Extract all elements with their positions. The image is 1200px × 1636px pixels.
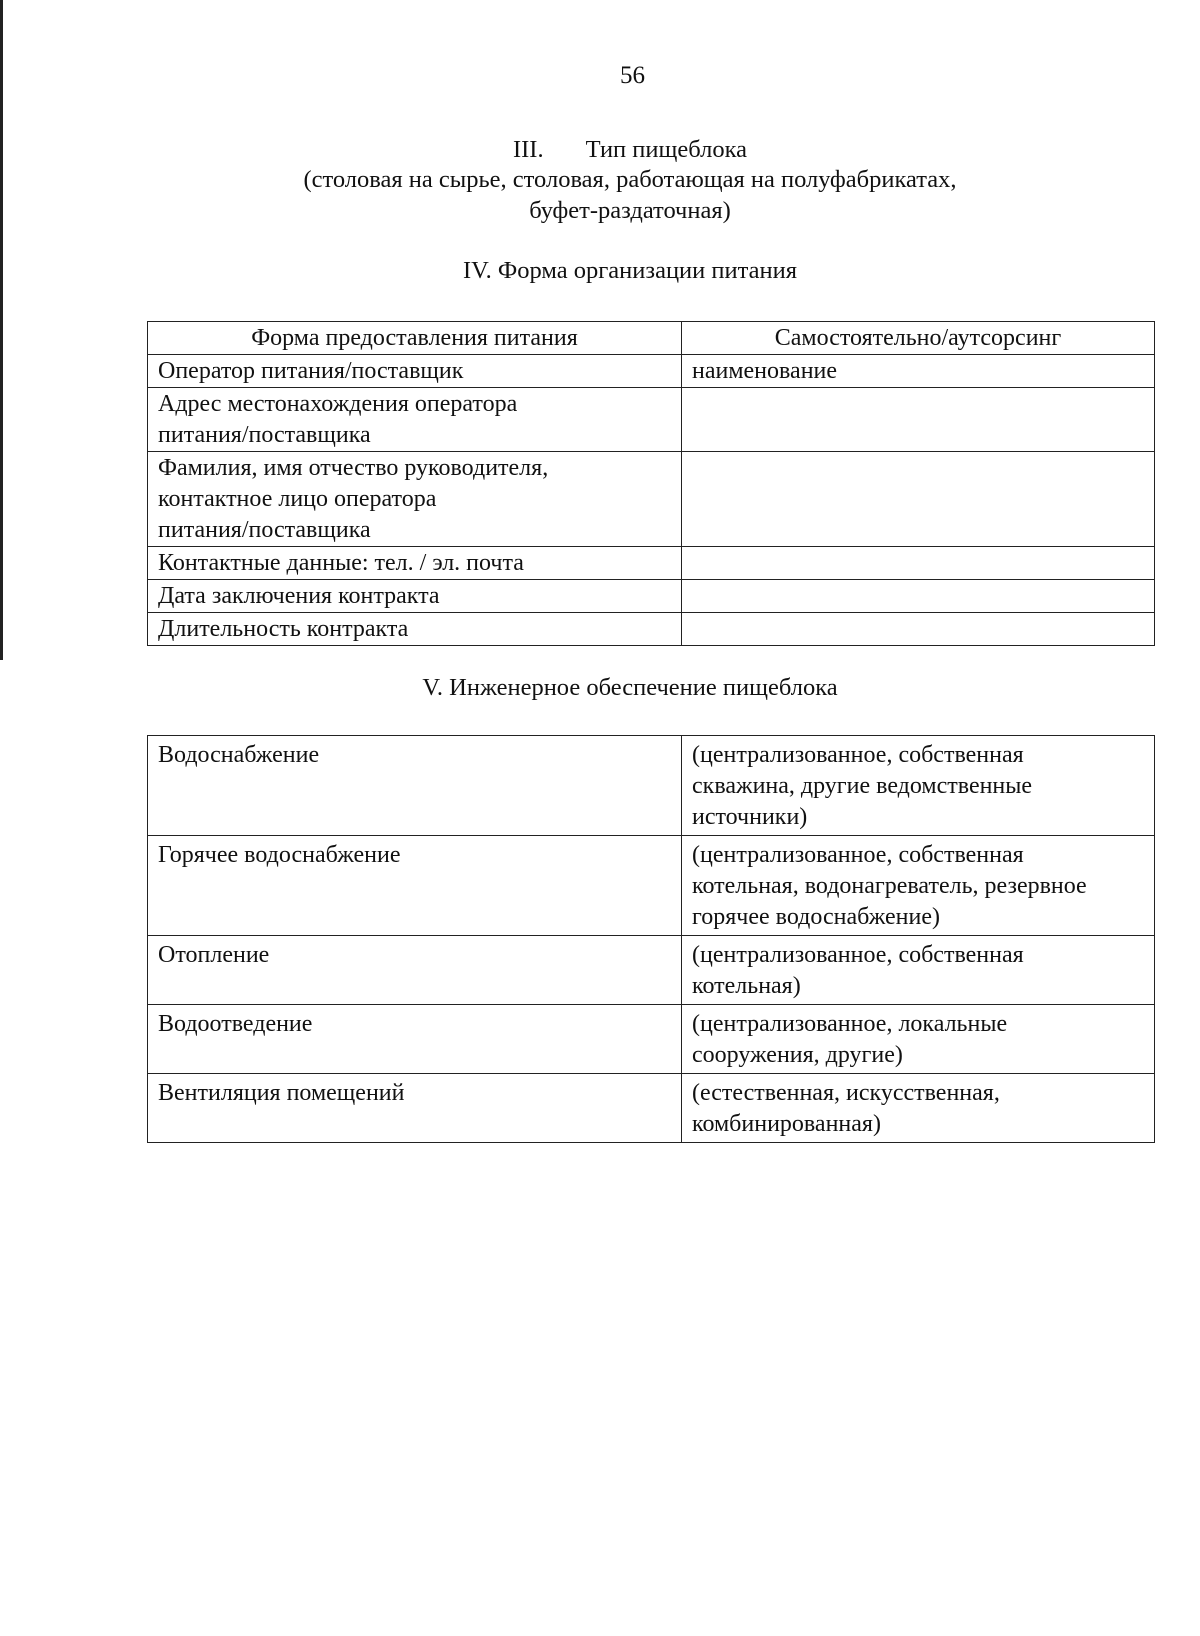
row-label-cell [148, 547, 682, 580]
row-label-cell [148, 452, 682, 547]
table-row [148, 388, 1155, 452]
section-3-heading [0, 135, 1200, 165]
scan-edge-mark [0, 0, 3, 660]
row-label-cell: Вентиляция помещений [148, 1074, 682, 1143]
row-label-cell [148, 388, 682, 452]
row-value-cell [682, 936, 1155, 1005]
row-label-cell [148, 613, 682, 646]
row-value-cell [682, 1005, 1155, 1074]
table-header-row [148, 322, 1155, 355]
row-value-line: комбинированная) [692, 1111, 881, 1137]
table-row [148, 936, 1155, 1005]
row-label-cell: Водоотведение [148, 1005, 682, 1074]
row-value-cell [682, 388, 1155, 452]
table-row [148, 355, 1155, 388]
row-value-line: (централизованное, собственная [692, 742, 1024, 768]
row-value-line: (централизованное, собственная [692, 942, 1024, 968]
row-value-cell [682, 736, 1155, 836]
table-row [148, 736, 1155, 836]
table-row [148, 1005, 1155, 1074]
section-3-subtitle-line-2: буфет-раздаточная) [529, 197, 731, 224]
row-value-line: (централизованное, локальные [692, 1011, 1008, 1037]
row-label-cell [148, 580, 682, 613]
table-row [148, 580, 1155, 613]
section-3-title: Тип пищеблока [585, 136, 747, 163]
table-row [148, 836, 1155, 936]
row-value-cell [682, 613, 1155, 646]
row-label-line: Дата заключения контракта [158, 583, 440, 609]
section-4-title: IV. Форма организации питания [462, 257, 798, 284]
row-label-line: Адрес местонахождения оператора [158, 391, 518, 417]
section-3-subtitle-line-1: (столовая на сырье, столовая, работающая на полуфабрикатах, [303, 166, 957, 193]
row-value-cell [682, 836, 1155, 936]
row-label-cell: Горячее водоснабжение [148, 836, 682, 936]
row-value-cell [682, 452, 1155, 547]
row-label-line: питания/поставщика [158, 422, 371, 448]
row-value-cell [682, 547, 1155, 580]
table-row [148, 613, 1155, 646]
row-value-cell [682, 1074, 1155, 1143]
food-organization-table [147, 321, 1155, 646]
column-header: Самостоятельно/аутсорсинг [682, 322, 1155, 355]
table-row [148, 547, 1155, 580]
row-label-line: Оператор питания/поставщик [158, 358, 464, 384]
row-label-line: Длительность контракта [158, 616, 409, 642]
row-value-cell: наименование [682, 355, 1155, 388]
row-value-line: (централизованное, собственная [692, 842, 1024, 868]
row-value-line: сооружения, другие) [692, 1042, 903, 1068]
row-label-line: контактное лицо оператора [158, 486, 437, 512]
row-label-line: питания/поставщика [158, 517, 371, 543]
row-label-cell [148, 355, 682, 388]
row-value-line: источники) [692, 804, 808, 830]
row-value-line: котельная, водонагреватель, резервное [692, 873, 1087, 899]
row-label-line: Контактные данные: тел. / эл. почта [158, 550, 524, 576]
row-label-cell: Отопление [148, 936, 682, 1005]
engineering-table [147, 735, 1155, 1143]
row-label-cell: Водоснабжение [148, 736, 682, 836]
row-value-line: скважина, другие ведомственные [692, 773, 1033, 799]
column-header: Форма предоставления питания [148, 322, 682, 355]
row-value-line: (естественная, искусственная, [692, 1080, 1000, 1106]
table-row [148, 452, 1155, 547]
section-5-title: V. Инженерное обеспечение пищеблока [422, 674, 838, 701]
page-number: 56 [620, 62, 645, 89]
row-value-line: котельная) [692, 973, 801, 999]
section-3-numeral: III. [512, 136, 544, 163]
row-value-cell [682, 580, 1155, 613]
table-row [148, 1074, 1155, 1143]
row-value-line: горячее водоснабжение) [692, 904, 940, 930]
row-label-line: Фамилия, имя отчество руководителя, [158, 455, 549, 481]
